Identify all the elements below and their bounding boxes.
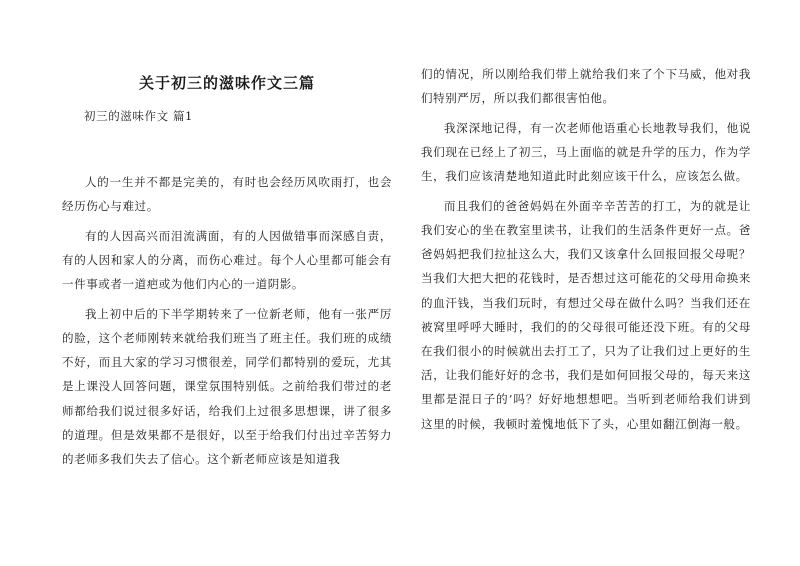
paragraph: 们的情况，所以刚给我们带上就给我们来了个下马威，他对我们特别严厉，所以我们都很害怕他。 [421,67,751,106]
left-column-body [62,170,392,477]
right-column [421,62,751,441]
section-subtitle: 初三的滋味作文 篇1 [84,109,193,123]
paragraph: 有的人因高兴而泪流满面，有的人因做错事而深感自责，有的人因和家人的分离，而伤心难过。每个人心里都可能会有一件事或者一道疤或为他们内心的一道阴影。 [62,228,392,292]
paragraph: 而且我们的爸爸妈妈在外面辛辛苦苦的打工，为的就是让我们安心的坐在教室里读书，让我们的生活条件更好一点。爸爸妈妈把我们拉扯这么大，我们又该拿什么回报回报父母呢？当我们大把大把的花钱时，是否想过这可能花的父母用命换来的血汗钱，当我们玩时，有想过父母在做什么吗？当我们还在被窝里呼呼大睡时，我们的的父母很可能还没下班。有的父母在我们很小的时候就出去打工了，只为了让我们过上更好的生活，让我们能好好的念书，我们是如何回报父母的，每天来这里都是混日子的’吗？好好地想想吧。当听到老师给我们讲到这里的时候，我顿时羞愧地低下了头，心里如翻江倒海一般。 [421,198,751,431]
paragraph: 我上初中后的下半学期转来了一位新老师，他有一张严厉的脸，这个老师刚转来就给我们班当了班主任。我们班的成绩不好，而且大家的学习习惯很差，同学们都特别的爱玩，尤其是上课没人回答问题，课堂氛围特别低。之前给我们带过的老师都给我们说过很多好话，给我们上过很多思想课，讲了很多的道理。但是效果都不是很好，以至于给我们付出过辛苦努力的老师多我们失去了信心。这个新老师应该是知道我 [62,306,392,467]
paragraph: 我深深地记得，有一次老师他语重心长地教导我们，他说我们现在已经上了初三，马上面临的就是升学的压力，作为学生，我们应该清楚地知道此时此刻应该干什么，应该怎么做。 [421,120,751,184]
paragraph: 人的一生并不都是完美的，有时也会经历风吹雨打，也会经历伤心与难过。 [62,175,392,214]
document-title: 关于初三的滋味作文三篇 [138,74,315,92]
